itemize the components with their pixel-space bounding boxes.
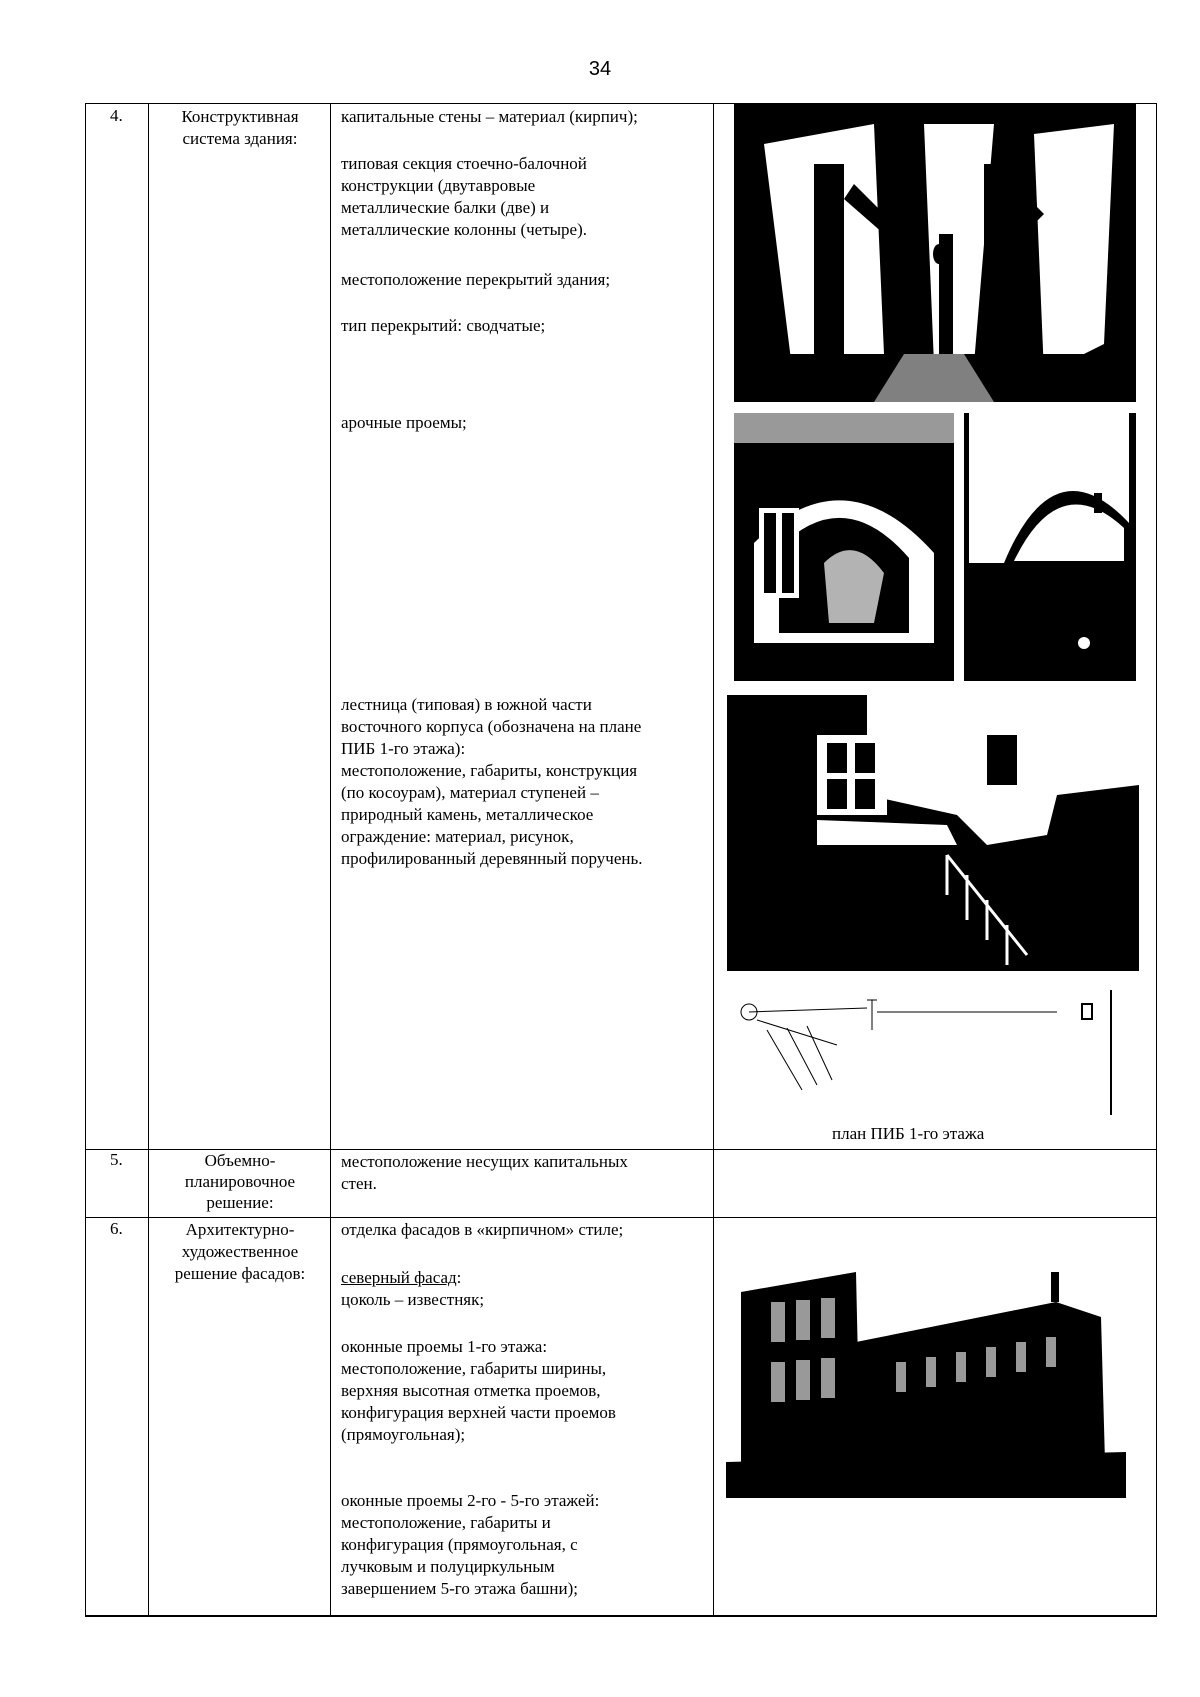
desc-line: местоположение, габариты и bbox=[341, 1513, 551, 1532]
desc-line: конфигурация верхней части проемов bbox=[341, 1403, 616, 1422]
row-4-description-p4: тип перекрытий: сводчатые; bbox=[341, 316, 546, 335]
plan-caption: план ПИБ 1-го этажа bbox=[832, 1124, 985, 1143]
row-6-title-line: художественное bbox=[181, 1242, 299, 1261]
photo-arched-wall bbox=[964, 413, 1136, 681]
row-6-title bbox=[150, 1219, 330, 1285]
row-5-title bbox=[150, 1150, 330, 1213]
row-4-description-p3: местоположение перекрытий здания; bbox=[341, 270, 611, 289]
row-4-number: 4. bbox=[110, 106, 123, 125]
row-6-title-line: Архитектурно- bbox=[185, 1220, 295, 1239]
desc-line: (прямоугольная); bbox=[341, 1425, 466, 1444]
desc-line: оконные проемы 2-го - 5-го этажей: bbox=[341, 1491, 600, 1510]
desc-line: ПИБ 1-го этажа): bbox=[341, 739, 466, 758]
row-4-description-p2 bbox=[341, 153, 711, 241]
table-border-right bbox=[1156, 103, 1157, 1616]
photo-arched-vault bbox=[734, 413, 954, 681]
row-5-title-line: Объемно- bbox=[204, 1151, 276, 1170]
desc-paragraph: капитальные стены – материал (кирпич); bbox=[341, 107, 638, 126]
desc-line: завершением 5-го этажа башни); bbox=[341, 1579, 578, 1598]
desc-line: местоположение, габариты ширины, bbox=[341, 1359, 607, 1378]
row-6-description-p2 bbox=[341, 1267, 711, 1311]
column-divider-2 bbox=[330, 103, 331, 1616]
row-5-title-line: решение: bbox=[206, 1193, 274, 1212]
desc-line: восточного корпуса (обозначена на плане bbox=[341, 717, 642, 736]
row-4-title-line: система здания: bbox=[182, 129, 298, 148]
desc-line: конструкции (двутавровые bbox=[341, 176, 536, 195]
row-5-description bbox=[341, 1151, 711, 1195]
row-4-description-p6 bbox=[341, 694, 711, 870]
north-facade-heading: северный фасад bbox=[341, 1268, 457, 1287]
table-border-left bbox=[85, 103, 86, 1616]
desc-line: стен. bbox=[341, 1174, 377, 1193]
row-5-title-line: планировочное bbox=[184, 1172, 296, 1191]
desc-line: оконные проемы 1-го этажа: bbox=[341, 1337, 548, 1356]
desc-line: (по косоурам), материал ступеней – bbox=[341, 783, 599, 802]
heading-colon: : bbox=[456, 1268, 462, 1287]
desc-line: местоположение несущих капитальных bbox=[341, 1152, 628, 1171]
desc-line: металлические балки (две) и bbox=[341, 198, 550, 217]
desc-line: лестница (типовая) в южной части bbox=[341, 695, 592, 714]
photo-building-facade bbox=[726, 1262, 1126, 1498]
desc-line: природный камень, металлическое bbox=[341, 805, 594, 824]
photo-staircase bbox=[727, 695, 1139, 971]
row-5-number: 5. bbox=[110, 1150, 123, 1169]
row-6-description-p4 bbox=[341, 1490, 711, 1600]
column-divider-1 bbox=[148, 103, 149, 1616]
floor-plan-drawing bbox=[727, 990, 1129, 1120]
desc-line: профилированный деревянный поручень. bbox=[341, 849, 643, 868]
row-6-number: 6. bbox=[110, 1219, 123, 1238]
column-divider-3 bbox=[713, 103, 714, 1616]
page-number: 34 bbox=[588, 58, 612, 80]
desc-line: цоколь – известняк; bbox=[341, 1290, 485, 1309]
desc-line: металлические колонны (четыре). bbox=[341, 220, 588, 239]
table-border-bottom bbox=[85, 1615, 1157, 1617]
row-4-description bbox=[341, 106, 711, 128]
desc-line: верхняя высотная отметка проемов, bbox=[341, 1381, 601, 1400]
photo-interior-columns bbox=[734, 104, 1136, 402]
row-divider-5-6 bbox=[85, 1217, 1157, 1218]
desc-line: типовая секция стоечно-балочной bbox=[341, 154, 587, 173]
row-4-title bbox=[150, 106, 330, 150]
row-6-title-line: решение фасадов: bbox=[174, 1264, 306, 1283]
desc-line: местоположение, габариты, конструкция bbox=[341, 761, 638, 780]
desc-line: конфигурация (прямоугольная, с bbox=[341, 1535, 578, 1554]
desc-line: лучковым и полуциркульным bbox=[341, 1557, 555, 1576]
desc-line: ограждение: материал, рисунок, bbox=[341, 827, 574, 846]
row-6-description-p3 bbox=[341, 1336, 711, 1446]
row-6-description-p1: отделка фасадов в «кирпичном» стиле; bbox=[341, 1220, 624, 1239]
row-4-title-line: Конструктивная bbox=[181, 107, 299, 126]
row-4-description-p5: арочные проемы; bbox=[341, 413, 467, 432]
